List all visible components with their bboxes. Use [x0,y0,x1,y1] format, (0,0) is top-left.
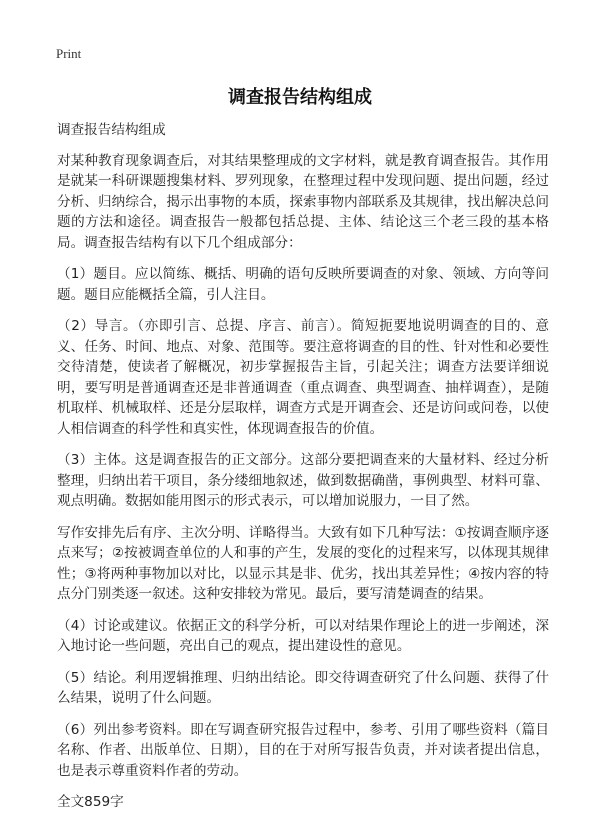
paragraph-title-section: （1）题目。应以简练、概括、明确的语句反映所要调查的对象、领域、方向等问题。题目应能概括全篇，引人注目。 [57,266,549,303]
subtitle: 调查报告结构组成 [57,122,166,138]
paragraph-intro: 对某种教育现象调查后，对其结果整理成的文字材料，就是教育调查报告。其作用是就某一科研课题搜集材料、罗列现象，在整理过程中发现问题、提出问题，经过分析、归纳综合，揭示出事物的本质，探索事物内部联系及其规律，找出解决总问题的方法和途径。调查报告一般都包括总提、主体、结论这三个老三段的基本格局。调查报告结构有以下几个组成部分： [57,152,549,251]
paragraph-references-section: （6）列出参考资料。即在写调查研究报告过程中，参考、引用了哪些资料（篇目名称、作者、出版单位、日期），目的在于对所写报告负责，并对读者提出信息，也是表示尊重资料作者的劳动。 [57,721,549,779]
paragraph-conclusion-section: （5）结论。利用逻辑推理、归纳出结论。即交待调查研究了什么问题、获得了什么结果，说明了什么问题。 [57,669,549,706]
paragraph-introduction-section: （2）导言。（亦即引言、总提、序言、前言）。简短扼要地说明调查的目的、意义、任务、时间、地点、对象、范围等。要注意将调查的目的性、针对性和必要性交待清楚，使读者了解概况，初步掌握报告主旨，引起关注；调查方法要详细说明，要写明是普通调查还是非普通调查（重点调查、典型调查、抽样调查），是随机取样、机械取样、还是分层取样，调查方式是开调查会、还是访问或问卷，以使人相信调查的科学性和真实性，体现调查报告的价值。 [57,318,549,437]
print-link[interactable]: Print [56,46,82,61]
document-body [57,120,549,824]
paragraph-discussion-section: （4）讨论或建议。依据正文的科学分析，可以对结果作理论上的进一步阐述，深入地讨论一些问题，亮出自己的观点，提出建设性的意见。 [57,617,549,654]
word-count: 全文859字 [57,794,124,810]
page-title: 调查报告结构组成 [228,87,372,108]
paragraph-writing-arrangement: 写作安排先后有序、主次分明、详略得当。大致有如下几种写法：①按调查顺序逐点来写；②按被调查单位的人和事的产生，发展的变化的过程来写，以体现其规律性；③将两种事物加以对比，以显示其是非、优劣，找出其差异性；④按内容的特点分门别类逐一叙述。这种安排较为常见。最后，要写清楚调查的结果。 [57,524,549,602]
paragraph-body-section: （3）主体。这是调查报告的正文部分。这部分要把调查来的大量材料、经过分析整理，归纳出若干项目，条分缕细地叙述，做到数据确凿，事例典型、材料可靠、观点明确。数据如能用图示的形式表示，可以增加说服力，一目了然。 [57,452,549,509]
